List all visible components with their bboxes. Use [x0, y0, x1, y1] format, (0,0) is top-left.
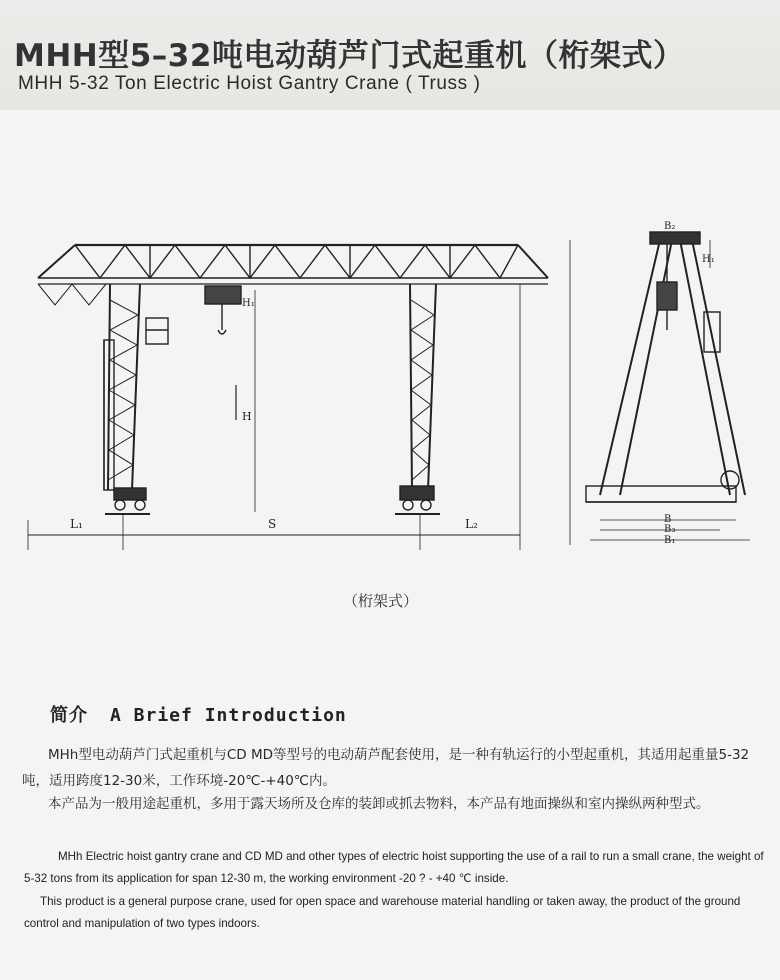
- dim-label-b2: B₂: [664, 221, 676, 232]
- intro-heading: [50, 701, 347, 727]
- intro-heading-cn: 简介: [50, 705, 88, 726]
- dim-label-l2: L₂: [465, 517, 478, 531]
- page-title-cn: MHH型5–32吨电动葫芦门式起重机（桁架式）: [14, 38, 685, 74]
- page-title-en: MHH 5-32 Ton Electric Hoist Gantry Crane ( Truss ): [18, 73, 481, 94]
- intro-paragraph-en-1: MHh Electric hoist gantry crane and CD MD and other types of electric hoist supporting the use of a rail to run a small crane, the weight of 5-32 tons from its application for span 12-30 m, the working environment -20 ? - +40 ℃ inside.: [24, 850, 764, 885]
- side-view: [570, 232, 750, 545]
- dim-label-b1: B₁: [664, 535, 676, 546]
- drawing-caption: （桁架式）: [343, 592, 419, 610]
- dim-label-h: H: [242, 410, 252, 423]
- dim-label-s: S: [268, 517, 277, 531]
- intro-paragraph-cn-1: MHh型电动葫芦门式起重机与CD MD等型号的电动葫芦配套使用，是一种有轨运行的小型起重机，其适用起重量5-32吨，适用跨度12-30米，工作环境-20℃-+40℃内。: [22, 747, 750, 789]
- intro-paragraph-cn-2: 本产品为一般用途起重机，多用于露天场所及仓库的装卸或抓去物料，本产品有地面操纵和室内操纵两种型式。: [48, 796, 710, 812]
- front-view: [28, 245, 548, 550]
- dim-label-l1: L₁: [70, 517, 83, 531]
- intro-paragraph-en-2: This product is a general purpose crane, used for open space and warehouse material handling or taken away, the product of the ground control and manipulation of two types indoors.: [24, 895, 741, 930]
- dim-label-b3: B₃: [664, 524, 676, 535]
- intro-heading-en: A Brief Introduction: [110, 705, 347, 726]
- dim-label-h1: H₁: [242, 298, 255, 309]
- dim-label-b: B: [664, 514, 672, 525]
- dim-label-side-h1: H₁: [702, 254, 715, 265]
- crane-drawing: [0, 200, 780, 570]
